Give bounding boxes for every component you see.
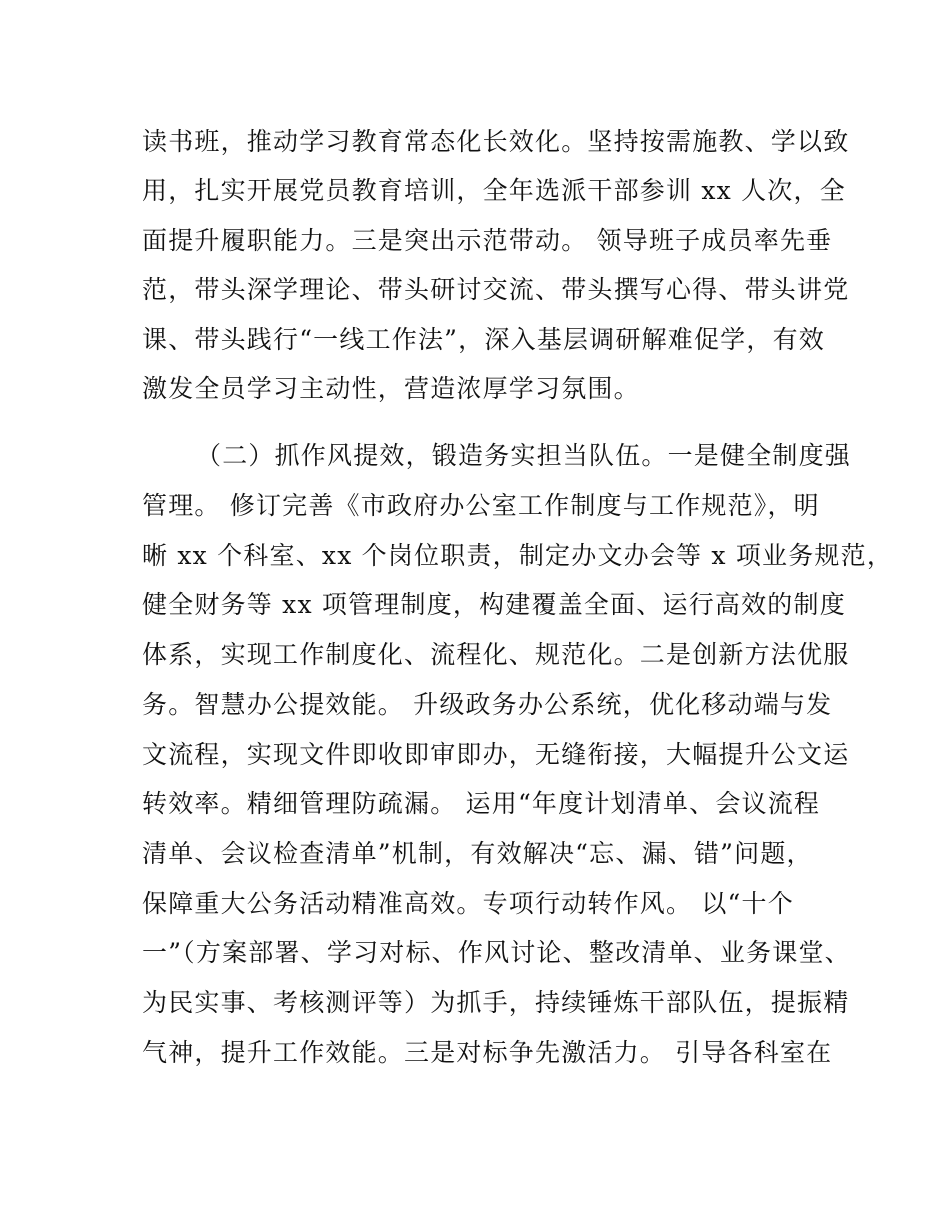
text-line: 务。智慧办公提效能。 升级政务办公系统，优化移动端与发	[142, 690, 833, 719]
text-line: 清单、会议检查清单”机制，有效解决“忘、漏、错”问题，	[142, 839, 813, 868]
text-line: 为民实事、考核测评等）为抓手，持续锤炼干部队伍，提振精	[142, 988, 850, 1017]
section-heading-line: （二）抓作风提效，锻造务实担当队伍。一是健全制度强	[196, 441, 852, 470]
text-line: 体系，实现工作制度化、流程化、规范化。二是创新方法优服	[142, 640, 850, 669]
text-line: 健全财务等 xx 项管理制度，构建覆盖全面、运行高效的制度	[142, 590, 846, 619]
text-line: 读书班，推动学习教育常态化长效化。坚持按需施教、学以致	[142, 127, 850, 156]
text-line: 文流程，实现文件即收即审即办，无缝衔接，大幅提升公文运	[142, 740, 850, 769]
text-line: 面提升履职能力。三是突出示范带动。 领导班子成员率先垂	[142, 226, 833, 255]
text-line: 保障重大公务活动精准高效。专项行动转作风。 以“十个	[142, 889, 794, 918]
text-line: 晰 xx 个科室、xx 个岗位职责，制定办文办会等 x 项业务规范，	[142, 541, 894, 570]
text-line: 激发全员学习主动性，营造浓厚学习氛围。	[142, 374, 640, 403]
text-line: 用，扎实开展党员教育培训，全年选派干部参训 xx 人次，全	[142, 176, 846, 205]
text-line: 一”（方案部署、学习对标、作风讨论、整改清单、业务课堂、	[142, 938, 851, 967]
text-line: 管理。 修订完善《市政府办公室工作制度与工作规范》，明	[142, 491, 820, 520]
text-line: 课、带头践行“一线工作法”，深入基层调研解难促学，有效	[142, 325, 825, 354]
text-line: 气神，提升工作效能。三是对标争先激活力。 引导各科室在	[142, 1038, 833, 1067]
text-line: 转效率。精细管理防疏漏。 运用“年度计划清单、会议流程	[142, 789, 821, 818]
text-line: 范，带头深学理论、带头研讨交流、带头撰写心得、带头讲党	[142, 275, 850, 304]
